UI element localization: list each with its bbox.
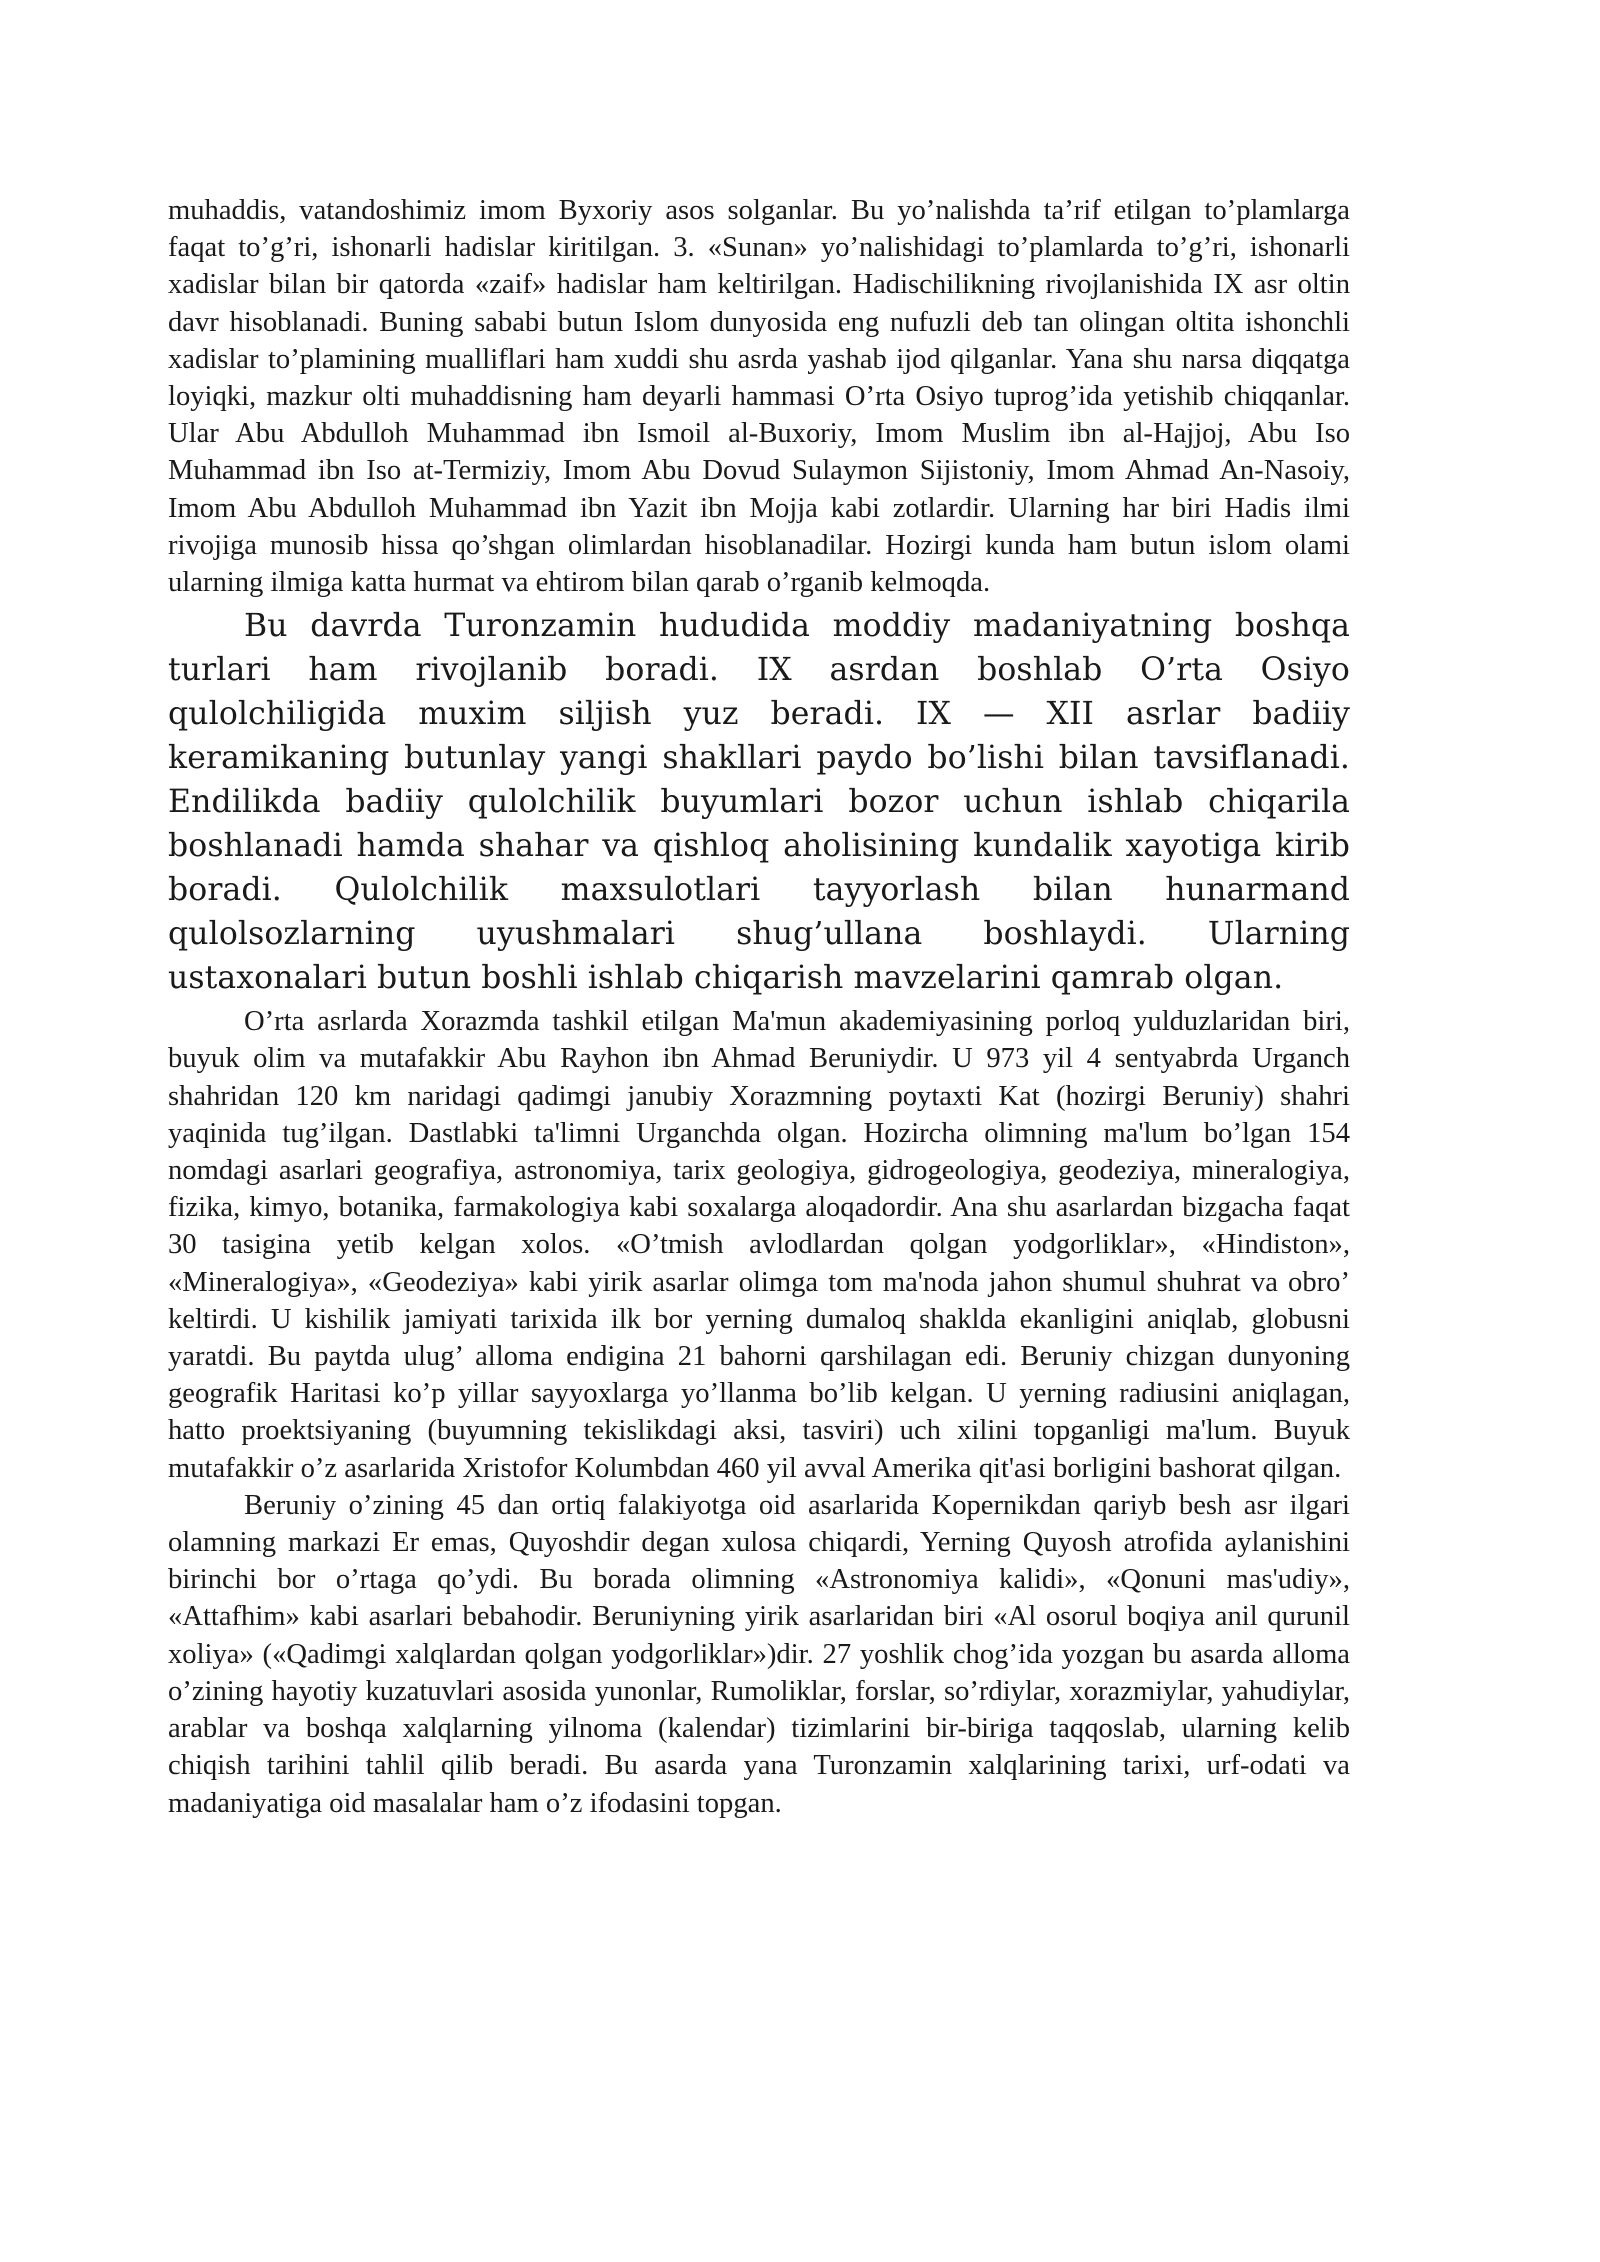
paragraph-beruniy-astronomy: Beruniy o’zining 45 dan ortiq falakiyotga oid asarlarida Kopernikdan qariyb besh asr ilgari olamning markazi Er emas, Quyoshdir degan xulosa chiqardi, Yerning Quyosh atrofida aylanishini birinchi bor o’rtaga qo’ydi. Bu borada olimning «Astronomiya kalidi», «Qonuni mas'udiy», «Attafhim» kabi asarlari bebahodir. Beruniyning yirik asarlaridan biri «Al osorul boqiya anil qurunil xoliya» («Qadimgi xalqlardan qolgan yodgorliklar»)dir. 27 yoshlik chog’ida yozgan bu asarda alloma o’zining hayotiy kuzatuvlari asosida yunonlar, Rumoliklar, forslar, so’rdiylar, xorazmiylar, yahudiylar, arablar va boshqa xalqlarning yilnoma (kalendar) tizimlarini bir-biriga taqqoslab, ularning kelib chiqish tarihini tahlil qilib beradi. Bu asarda yana Turonzamin xalqlarining tarixi, urf-odati va madaniyatiga oid masalalar ham o’z ifodasini topgan. xyxy=(168,1489,1350,1819)
paragraph-hadith-scholars: muhaddis, vatandoshimiz imom Byxoriy asos solganlar. Bu yo’nalishda ta’rif etilgan to’plamlarga faqat to’g’ri, ishonarli hadislar kiritilgan. 3. «Sunan» yo’nalishidagi to’plamlarda to’g’ri, ishonarli xadislar bilan bir qatorda «zaif» hadislar ham keltirilgan. Hadischilikning rivojlanishida IX asr oltin davr hisoblanadi. Buning sababi butun Islom dunyosida eng nufuzli deb tan olingan oltita ishonchli xadislar to’plamining mualliflari ham xuddi shu asrda yashab ijod qilganlar. Yana shu narsa diqqatga loyiqki, mazkur olti muhaddisning ham deyarli hammasi O’rta Osiyo tuprog’ida yetishib chiqqanlar. Ular Abu Abdulloh Muhammad ibn Ismoil al-Buxoriy, Imom Muslim ibn al-Hajjoj, Abu Iso Muhammad ibn Iso at-Termiziy, Imom Abu Dovud Sulaymon Sijistoniy, Imom Ahmad An-Nasoiy, Imom Abu Abdulloh Muhammad ibn Yazit ibn Mojja kabi zotlardir. Ularning har biri Hadis ilmi rivojiga munosib hissa qo’shgan olimlardan hisoblanadilar. Hozirgi kunda ham butun islom olami ularning ilmiga katta hurmat va ehtirom bilan qarab o’rganib kelmoqda. xyxy=(168,195,1350,599)
document-page xyxy=(168,192,1350,1822)
paragraph-beruniy-biography: O’rta asrlarda Xorazmda tashkil etilgan Ma'mun akademiyasining porloq yulduzlaridan biri, buyuk olim va mutafakkir Abu Rayhon ibn Ahmad Beruniydir. U 973 yil 4 sentyabrda Urganch shahridan 120 km naridagi qadimgi janubiy Xorazmning poytaxti Kat (hozirgi Beruniy) shahri yaqinida tug’ilgan. Dastlabki ta'limni Urganchda olgan. Hozircha olimning ma'lum bo’lgan 154 nomdagi asarlari geografiya, astronomiya, tarix geologiya, gidrogeologiya, geodeziya, mineralogiya, fizika, kimyo, botanika, farmakologiya kabi soxalarga aloqadordir. Ana shu asarlardan bizgacha faqat 30 tasigina yetib kelgan xolos. «O’tmish avlodlardan qolgan yodgorliklar», «Hindiston», «Mineralogiya», «Geodeziya» kabi yirik asarlar olimga tom ma'noda jahon shumul shuhrat va obro’ keltirdi. U kishilik jamiyati tarixida ilk bor yerning dumaloq shaklda ekanligini aniqlab, globusni yaratdi. Bu paytda ulug’ alloma endigina 21 bahorni qarshilagan edi. Beruniy chizgan dunyoning geografik Haritasi ko’p yillar sayyoxlarga yo’llanma bo’lib kelgan. U yerning radiusini aniqlagan, hatto proektsiyaning (buyumning tekislikdagi aksi, tasviri) uch xilini topganligi ma'lum. Buyuk mutafakkir o’z asarlarida Xristofor Kolumbdan 460 yil avval Amerika qit'asi borligini bashorat qilgan. xyxy=(168,1006,1350,1484)
paragraph-ceramics: Bu davrda Turonzamin hududida moddiy madaniyatning boshqa turlari ham rivojlanib boradi. IX asrdan boshlab O’rta Osiyo qulolchiligida muxim siljish yuz beradi. IX — XII asrlar badiiy keramikaning butunlay yangi shakllari paydo bo’lishi bilan tavsiflanadi. Endilikda badiiy qulolchilik buyumlari bozor uchun ishlab chiqarila boshlanadi hamda shahar va qishloq aholisining kundalik xayotiga kirib boradi. Qulolchilik maxsulotlari tayyorlash bilan hunarmand qulolsozlarning uyushmalari shug’ullana boshlaydi. Ularning ustaxonalari butun boshli ishlab chiqarish mavzelarini qamrab olgan. xyxy=(168,608,1350,997)
